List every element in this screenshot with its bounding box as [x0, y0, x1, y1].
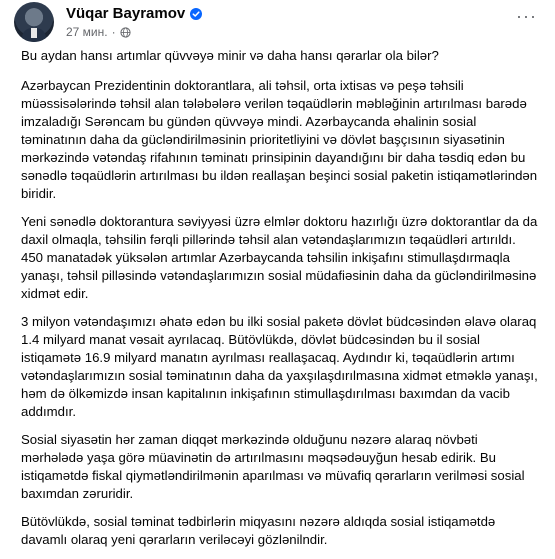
verified-badge-icon [190, 8, 202, 20]
post-paragraph: Bu aydan hansı artımlar qüvvəyə minir və daha hansı qərarlar ola bilər? [21, 48, 439, 63]
post-paragraph: Sosial siyasətin hər zaman diqqət mərkəzində olduğunu nəzərə alaraq növbəti mərhələdə yaşa görə müavinətin də artırılmasını məqsədəuyğun hesab edirik. Bu istiqamətdə fiskal qiymətləndirilmənin aparılması və müvafiq qərarların verilməsi sosial baxımdan zəruridir. [21, 432, 525, 501]
author-avatar[interactable] [14, 2, 54, 42]
post-meta [66, 25, 131, 39]
author-name-row [66, 5, 202, 22]
post-timestamp[interactable]: 27 мин. [66, 25, 108, 39]
meta-separator: · [111, 25, 116, 39]
post-paragraph: Azərbaycan Prezidentinin doktorantlara, ali təhsil, orta ixtisas və peşə təhsili müəssisələrində təhsil alan tələbələrə verilən təqaüdlərin məbləğinin artırılması barədə imzaladığı Sərəncam bu gündən qüvvəyə mindi. Azərbaycanda əhalinin sosial təminatının daha da gücləndirilməsinin prioritetliyini və dövlət başçısının siyasətinin mərkəzində vətəndaş rifahının təminatı prinsipinin dayandığını bir daha təsdiq edən bu sənədlə təqaüdlərin artırılması bu ildən reallaşan beşinci sosial paketin istiqamətlərindən biridir. [21, 78, 538, 201]
post-header [14, 0, 541, 44]
post-text [21, 47, 541, 559]
globe-icon[interactable] [120, 27, 131, 38]
post-paragraph: Bütövlükdə, sosial təminat tədbirlərin miqyasını nəzərə aldıqda sosial istiqamətdə davamlı olaraq yeni qərarların veriləcəyi gözlənilndir. [21, 514, 496, 547]
more-options-icon[interactable]: ··· [516, 6, 537, 26]
post-paragraph: Yeni sənədlə doktorantura səviyyəsi üzrə elmlər doktoru hazırlığı üzrə doktorantlar da da daxil olmaqla, təhsilin fərqli pillərində təhsil alan vətəndaşlarımızın təqaüdləri artırıldı. 450 manatadək yüksələn artımlar Azərbaycanda təhsilin inkişafını stimullaşdırmaqla yanaşı, təhsil pilləsində vətəndaşlarımızın sosial müdafiəsinin daha da gücləndirilməsinə xidmət edir. [21, 214, 538, 301]
avatar-collar [31, 28, 37, 38]
post-paragraph: 3 milyon vətəndaşımızı əhatə edən bu ilki sosial paketə dövlət büdcəsindən əlavə olaraq 1.4 milyard manat vəsait ayrılacaq. Bütövlükdə, dövlət büdcəsindən bu il sosial istiqamətə 16.9 milyard manatın ayrılması reallaşacaq. Aydındır ki, təqaüdlərin artımı vətəndaşlarımızın sosial təminatının daha da yaxşılaşdırılmasına xidmət etməklə yanaşı, həm də ölkəmizdə insan kapitalının inkişafının stimullaşdırılması baxımdan da vacib addımdır. [21, 314, 538, 419]
author-name[interactable]: Vüqar Bayramov [66, 5, 186, 22]
